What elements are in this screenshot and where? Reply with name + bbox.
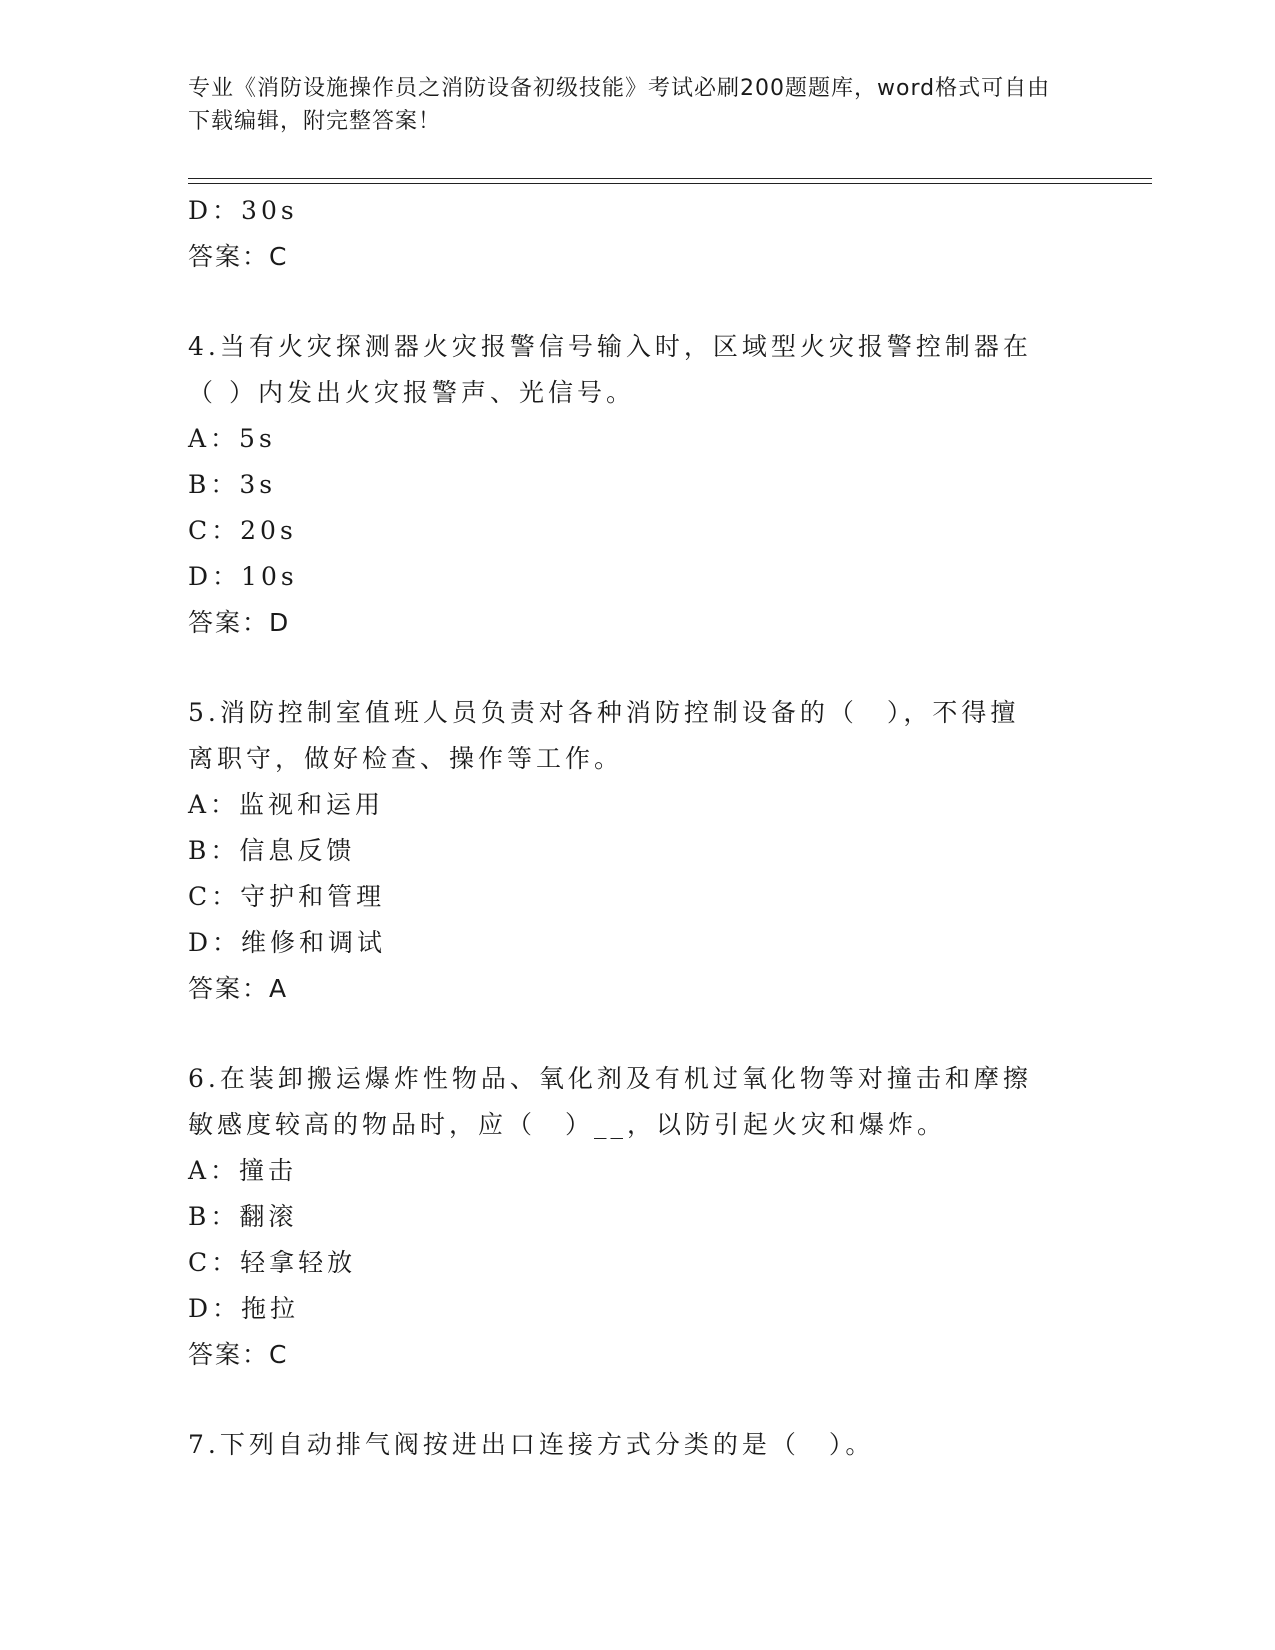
option-d: D：30s xyxy=(188,196,298,225)
option-d: D：10s xyxy=(188,562,298,591)
answer: 答案：D xyxy=(188,608,291,637)
document-header: 专业《消防设施操作员之消防设备初级技能》考试必刷200题题库，word格式可自由下载编辑，附完整答案！ xyxy=(188,76,1051,134)
header-rule-bottom xyxy=(188,183,1152,184)
option-a: A：撞击 xyxy=(188,1156,298,1185)
option-d: D：拖拉 xyxy=(188,1294,300,1323)
answer: 答案：A xyxy=(188,974,289,1003)
answer: 答案：C xyxy=(188,242,289,271)
question-text: 7.下列自动排气阀按进出口连接方式分类的是（ ）。 xyxy=(188,1430,875,1459)
document-body xyxy=(188,188,1068,1468)
option-b: B：信息反馈 xyxy=(188,836,356,865)
question-4 xyxy=(188,324,1068,646)
question-5 xyxy=(188,690,1068,1012)
answer: 答案：C xyxy=(188,1340,289,1369)
option-d: D：维修和调试 xyxy=(188,928,387,957)
option-c: C：守护和管理 xyxy=(188,882,386,911)
question-7 xyxy=(188,1422,1068,1468)
option-c: C：轻拿轻放 xyxy=(188,1248,357,1277)
option-b: B：翻滚 xyxy=(188,1202,298,1231)
question-text: 4.当有火灾探测器火灾报警信号输入时，区域型火灾报警控制器在（ ）内发出火灾报警声、光信号。 xyxy=(188,332,1032,407)
question-text: 5.消防控制室值班人员负责对各种消防控制设备的（ ），不得擅离职守，做好检查、操作等工作。 xyxy=(188,698,1020,773)
option-a: A：监视和运用 xyxy=(188,790,385,819)
question-6 xyxy=(188,1056,1068,1378)
question-text: 6.在装卸搬运爆炸性物品、氧化剂及有机过氧化物等对撞击和摩擦敏感度较高的物品时，应（ ）__，以防引起火灾和爆炸。 xyxy=(188,1064,1032,1139)
option-b: B：3s xyxy=(188,470,277,499)
option-a: A：5s xyxy=(188,424,276,453)
header-rule-top xyxy=(188,178,1152,179)
option-c: C：20s xyxy=(188,516,297,545)
